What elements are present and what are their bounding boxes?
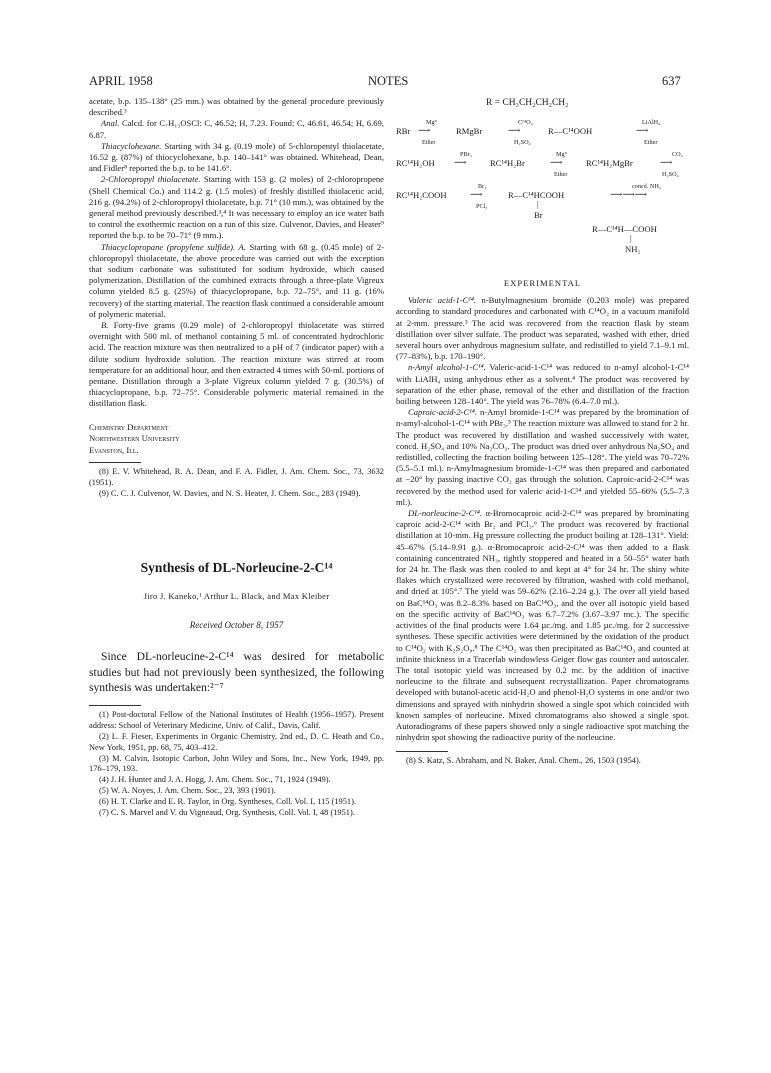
paragraph-lead: Thiacyclohexane. xyxy=(101,140,162,151)
reagent-label: Ether xyxy=(554,171,568,178)
long-arrow-icon: ⟶⟶⟶ xyxy=(610,189,647,199)
reagent-label: H₂SO₄ xyxy=(662,171,679,178)
article-authors: Jiro J. Kaneko,¹ Arthur L. Black, and Max Kleiber xyxy=(143,590,330,601)
section-heading: EXPERIMENTAL xyxy=(503,278,582,288)
paragraph-text: acetate, b.p. 135–138° (25 mm.) was obtained by the general procedure previously described.³ xyxy=(89,96,384,118)
footnote: (2) L. F. Fieser, Experiments in Organic Chemistry, 2nd ed., D. C. Heath and Co., New York, 1951, pp. 68, 75, 403–412. xyxy=(89,732,384,752)
paragraph-text: n-Butylmagnesium bromide (0.203 mole) was prepared according to standard procedures and carbonated with C¹⁴O₂ in a vacuum manifold at 2-mm. pressure.³ The acid was recovered from the reaction flask by steam distillation over silver sulfate. The product was separated, washed with ether, dried several hours over anhydrous magnesium sulfate, and redistilled to yield 7.1–9.1 ml. (77–83%), b.p. 170–190°. xyxy=(396,295,689,362)
footnote: (3) M. Calvin, Isotopic Carbon, John Wiley and Sons, Inc., New York, 1949, pp. 176–179, 193. xyxy=(89,753,384,774)
arrow-icon: ⟶ xyxy=(418,125,431,135)
reagent-label: H₂SO₄ xyxy=(514,139,531,146)
received-date: Received October 8, 1957 xyxy=(189,619,284,630)
reagent-label: Ether xyxy=(422,139,436,146)
substituent: Br xyxy=(534,210,543,220)
body-paragraph xyxy=(396,407,689,508)
paragraph-text: Starting with 68 g. (0.45 mole) of 2-chloropropyl thiolacetate, the above procedure was carried out with the exception that sodium carbonate was substituted for sodium hydroxide, which caused polymerization. Distillation of the combined extracts through a three-plate Vigreux column yielded 8.5 g. (25%) of thiacyclopropane, b.p. 72–75°, and 11 g. (16% recovery) of the starting material. The reaction flask continued a considerable amount of polymeric material. xyxy=(89,241,385,319)
body-paragraph xyxy=(396,508,689,743)
arrow-icon: ⟶ xyxy=(454,157,467,167)
footnote: (8) E. V. Whitehead, R. A. Dean, and F. A. Fidler, J. Am. Chem. Soc., 73, 3632 (1951). xyxy=(89,467,384,487)
arrow-icon: ⟶ xyxy=(550,157,563,167)
substituent: NH₂ xyxy=(625,244,641,254)
reactant: RC¹⁴H₂COOH xyxy=(396,190,447,200)
paragraph-lead: Valeric acid-1-C¹⁴. xyxy=(408,295,477,306)
final-product: R—C¹⁴H—COOH xyxy=(592,224,657,234)
reactant: RBr xyxy=(396,126,411,136)
reagent-label: Mg° xyxy=(556,151,568,158)
product: R—C¹⁴OOH xyxy=(548,126,593,136)
reagent-label: C¹⁴O₂ xyxy=(518,119,533,126)
paragraph-lead: B. xyxy=(101,320,109,331)
affiliation-line: Chemistry Department xyxy=(89,421,169,432)
footnote: (7) C. S. Marvel and V. du Vigneaud, Org. Synthesis, Coll. Vol. I, 48 (1951). xyxy=(99,807,355,817)
body-paragraph xyxy=(89,174,384,241)
product: RMgBr xyxy=(456,126,483,136)
reactant: RC¹⁴H₂OH xyxy=(396,158,435,168)
arrow-icon: ⟶ xyxy=(508,125,521,135)
paragraph-lead: Anal. xyxy=(101,118,120,129)
paragraph-text: Starting with 34 g. (0.19 mole) of 5-chloropentyl thiolacetate, 16.52 g. (87%) of thiocyclohexane, b.p. 140–141° was obtained. Whitehead, Dean, and Fidler⁸ reported the b.p. to be 141.6°. xyxy=(89,140,384,174)
affiliation xyxy=(89,422,384,457)
body-paragraph xyxy=(89,320,384,410)
paragraph-text: Valeric-acid-1-C¹⁴ was reduced to n-amyl alcohol-1-C¹⁴ with LiAlH₄ using anhydrous ether as a solvent.⁴ The product was recovered by separation of the ether phase, removal of the ether and distillation of the fraction boiling between 128–140°. The yield was 76–78% (6.4–7.0 ml.). xyxy=(396,362,689,407)
footnote-rule xyxy=(89,462,141,463)
affiliation-line: Northwestern University xyxy=(89,433,180,444)
footnote: (5) W. A. Noyes, J. Am. Chem. Soc., 23, 393 (1901). xyxy=(99,785,276,795)
body-paragraph xyxy=(396,295,689,362)
body-paragraph xyxy=(396,362,689,407)
reagent-label: Br₂ xyxy=(478,183,487,190)
reagent-label: concd. NH₃ xyxy=(632,183,661,190)
left-column xyxy=(89,96,384,818)
footnotes-top xyxy=(89,467,384,499)
reagent-label: PBr₃ xyxy=(460,151,472,158)
page-number: 637 xyxy=(662,74,681,88)
footnote-right: (8) S. Katz, S. Abraham, and N. Baker, Anal. Chem., 26, 1503 (1954). xyxy=(406,756,641,766)
paragraph-lead: DL-norleucine-2-C¹⁴. xyxy=(408,508,483,519)
reaction-scheme xyxy=(396,96,689,268)
paragraph-lead: Thiacyclopropane (propylene sulfide). A. xyxy=(101,241,246,252)
reagent-label: CO₂ xyxy=(672,151,683,158)
affiliation-line: Evanston, Ill. xyxy=(89,444,139,455)
bond-line: | xyxy=(630,233,632,243)
paragraph-text: Forty-five grams (0.29 mole) of 2-chloropropyl thiolacetate was stirred overnight with 500 ml. of methanol containing 5 ml. of concentrated hydrochloric acid. The reaction mixture was then neutralized to a pH of 7 (indicator paper) with a dilute sodium hydroxide solution. The reaction mixture was stirred at room temperature for an additional hour, and then extracted 4 times with 50-ml. portions of pentane. Distillation through a 3-plate Vigreux column yielded 7 g. (30.5%) of thiacyclopropane, b.p. 72–75°. Considerable polymeric material remained in the distillation flask. xyxy=(89,320,384,409)
left-paragraphs xyxy=(89,96,384,410)
paragraph-text: Calcd. for C₇H₁₃OSCl: C, 46.52; H, 7.23. Found: C, 46.61, 46.54; H, 6.69, 6.87. xyxy=(89,118,384,140)
right-column xyxy=(396,96,689,767)
footnote-rule xyxy=(396,751,448,752)
footnote: (4) J. H. Hunter and J. A. Hogg, J. Am. Chem. Soc., 71, 1924 (1949). xyxy=(99,775,331,785)
body-paragraph xyxy=(89,141,384,175)
footnotes-bottom xyxy=(89,710,384,818)
arrow-icon: ⟶ xyxy=(660,157,673,167)
article-title: Synthesis of DL-Norleucine-2-C¹⁴ xyxy=(140,559,333,575)
body-paragraph xyxy=(89,118,384,140)
bond-line: | xyxy=(537,199,539,209)
reagent-label: Ether xyxy=(644,139,658,146)
running-header-center: NOTES xyxy=(368,74,409,88)
paragraph-lead: n-Amyl alcohol-1-C¹⁴. xyxy=(408,362,486,373)
reagent-label: PCl₃ xyxy=(476,203,488,210)
arrow-icon: ⟶ xyxy=(636,125,649,135)
product: R—C¹⁴HCOOH xyxy=(508,190,565,200)
paragraph-lead: Caproic-acid-2-C¹⁴. xyxy=(408,407,477,418)
footnote: (1) Post-doctoral Fellow of the National Institutes of Health (1956–1957). Present address: School of Veterinary Medicine, Univ. of Calif., Davis, Calif. xyxy=(89,710,384,731)
r-definition: R = CH₃CH₂CH₂CH₂ xyxy=(486,98,569,108)
footnote: (9) C. C. J. Culvenor, W. Davies, and N. S. Heater, J. Chem. Soc., 283 (1949). xyxy=(99,488,361,498)
paragraph-text: n-Amyl bromide-1-C¹⁴ was prepared by the bromination of n-amyl-alcohol-1-C¹⁴ with PBr₃.⁵ The reaction mixture was allowed to stand for 2 hr. The product was recovered by distillation and washed successively with water, concd. H₂SO₄ and 10% Na₂CO₃. The product was dried over anhydrous Na₂SO₄ and redistilled, collecting the fraction boiling between 125–128°. The yield was 70–72% (5.5–5.1 ml.). n-Amylmagnesium bromide-1-C¹⁴ was then prepared and carbonated at −20° by passing inactive CO₂ gas through the solution. Caproic-acid-2-C¹⁴ was recovered by the method used for valeric acid-1-C¹⁴ and yielded 55–66% (5.5–7.3 ml.). xyxy=(396,407,689,507)
running-header-left: APRIL 1958 xyxy=(89,74,153,88)
body-paragraph xyxy=(89,96,384,118)
product: RC¹⁴H₂MgBr xyxy=(586,158,633,168)
paragraph-text: Starting with 153 g. (2 moles) of 2-chloropropene (Shell Chemical Co.) and 114.2 g. (1.5 moles) of freshly distilled thiolacetic acid, 216 g. (94.2%) of 2-chloropropyl thiolacetate, b.p. 71° (10 mm.), was obtained by the general method previously described.³,⁴ It was necessary to employ an ice water bath to control the exothermic reaction on a run of this size. Culvenor, Davies, and Heater⁹ reported the b.p. to be 70–71° (9 mm.). xyxy=(89,174,384,241)
paragraph-text: α-Bromocaproic acid-2-C¹⁴ was prepared by brominating caproic acid-2-C¹⁴ with Br₂ and PCl₃.⁶ The product was recovered by fractional distillation at 10-mm. Hg pressure collecting the product boiling at 128–131°. Yield: 45–67% (5.14–9.91 g.). α-Bromocaproic acid-2-C¹⁴ was then added to a flask containing concentrated NH₃, tightly stoppered and heated in a 50–55° water bath for 24 hr. The flask was then cooled to and kept at 4° for 24 hr. The shiny white flakes which crystallized were recovered by filtration, washed with cold methanol, and dried at 105°.⁷ The yield was 59–62% (2.16–2.24 g.). The over all yield based on BaC¹⁴O₃ was 8.2–8.3% based on BaC¹⁴O₃, and the over all isotopic yield based on the specific activity of BaC¹⁴O₃ was 6.7–7.2% (3.67–3.97 mc.). The specific activities of the final products were 1.64 µc./mg. and 1.85 µc./mg. for 2 successive syntheses. These specific activities were determined by the oxidation of the product to C¹⁴O₂ with K₂S₂O₈.⁸ The C¹⁴O₂ was then precipitated as BaC¹⁴O₃ and counted at infinite thickness in a Tracerlab windowless Geiger flow gas counter and autoscaler. The total isotopic yield was increased by 0.2 mc. by the addition of inactive norleucine to the filtrate and subsequent recrystallization. Paper chromatograms developed with butanol-acetic acid-H₂O and phenol-H₂O systems in one and/or two dimensions and sprayed with ninhydrin showed a single spot which coincided with known samples of norleucine. Mixed chromatograms also showed a single spot. Autoradiograms of these papers showed only a single radioactive spot matching the ninhydrin spot showing the radioactive purity of the norleucine. xyxy=(396,508,689,743)
arrow-icon: ⟶ xyxy=(470,189,483,199)
product: RC¹⁴H₂Br xyxy=(490,158,525,168)
reagent-label: Mg° xyxy=(426,119,438,126)
footnote-rule xyxy=(89,705,141,706)
right-paragraphs xyxy=(396,295,689,743)
body-paragraph xyxy=(89,242,384,320)
footnote: (6) H. T. Clarke and E. R. Taylor, in Org. Syntheses, Coll. Vol. I, 115 (1951). xyxy=(99,796,356,806)
paragraph-lead: 2-Chloropropyl thiolacetate. xyxy=(101,174,201,185)
intro-paragraph: Since DL-norleucine-2-C¹⁴ was desired for metabolic studies but had not previously been synthesized, the following synthesis was undertaken:²⁻⁷ xyxy=(89,650,384,694)
reagent-label: LiAlH₄ xyxy=(642,119,661,126)
